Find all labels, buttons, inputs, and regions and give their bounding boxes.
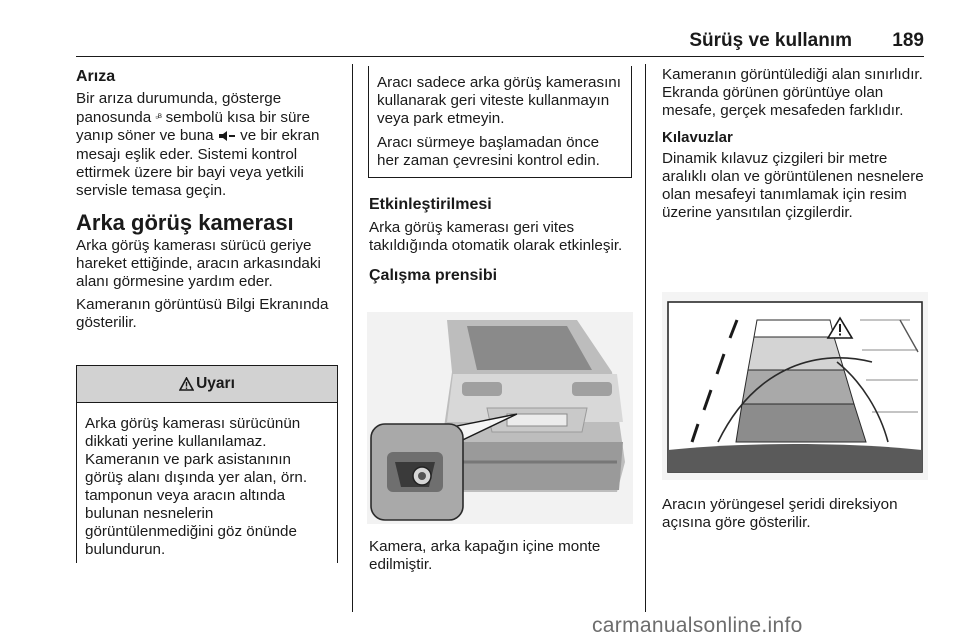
principle-heading: Çalışma prensibi bbox=[369, 267, 498, 284]
warning-header bbox=[77, 366, 337, 403]
chapter-title: Sürüş ve kullanım bbox=[689, 30, 852, 51]
camera-text-2: Kameranın görüntüsü Bilgi Ekranında gösterilir. bbox=[76, 296, 329, 331]
camera-caption-block bbox=[369, 538, 635, 579]
warning-text-2: Kameranın ve park asistanının görüş alanı dışında yer alan, örn. tamponun veya aracın altında bulunan nesnelerin görüntülenmediğini göz önünde bulundurun. bbox=[85, 451, 308, 558]
column-1 bbox=[76, 68, 342, 337]
trajectory-caption-block bbox=[662, 496, 928, 537]
fault-text-a: Bir arıza durumunda, gösterge panosunda bbox=[76, 90, 282, 126]
note-text-2: Aracı sürmeye başlamadan önce her zaman çevresini kontrol edin. bbox=[377, 134, 600, 169]
rear-camera-illustration bbox=[367, 312, 633, 524]
warning-text-1: Arka görüş kamerası sürücünün dikkati yerine kullanılamaz. bbox=[85, 415, 301, 450]
camera-text-1: Arka görüş kamerası sürücü geriye hareket ettiğinde, aracın arkasındaki alanı görmesine yardım eder. bbox=[76, 237, 321, 290]
warning-box bbox=[76, 365, 338, 563]
column-3 bbox=[662, 66, 928, 227]
fault-text-b: sembolü kısa bir süre yanıp söner ve buna bbox=[76, 109, 310, 144]
guides-heading: Kılavuzlar bbox=[662, 129, 733, 146]
warning-triangle-icon bbox=[179, 377, 194, 391]
note-box bbox=[368, 66, 632, 178]
watermark: carmanualsonline.info bbox=[592, 614, 803, 637]
trajectory-caption: Aracın yörüngesel şeridi direksiyon açısına göre gösterilir. bbox=[662, 496, 898, 531]
intro-text: Kameranın görüntülediği alan sınırlıdır. Ekranda görünen görüntüye olan mesafe, gerçek mesafeden farklıdır. bbox=[662, 66, 923, 119]
column-divider-left bbox=[352, 64, 353, 612]
warning-label: Uyarı bbox=[196, 375, 235, 392]
activation-heading: Etkinleştirilmesi bbox=[369, 196, 492, 213]
camera-caption: Kamera, arka kapağın içine monte edilmiştir. bbox=[369, 538, 601, 573]
activation-text: Arka görüş kamerası geri vites takıldığında otomatik olarak etkinleşir. bbox=[369, 219, 623, 254]
guidelines-illustration bbox=[662, 292, 928, 480]
camera-heading: Arka görüş kamerası bbox=[76, 210, 294, 235]
page-header bbox=[0, 30, 960, 56]
fault-heading: Arıza bbox=[76, 68, 116, 85]
header-rule bbox=[76, 56, 924, 57]
note-text-1: Aracı sadece arka görüş kamerasını kullanarak geri viteste kullanmayın veya park etmeyin. bbox=[377, 74, 621, 127]
camera-fault-icon: ▫︎ᴮ bbox=[155, 112, 162, 122]
fault-paragraph bbox=[76, 90, 342, 200]
fault-text-c: ve bir ekran mesajı eşlik eder. Sistemi kontrol ettirmek üzere bir bayi veya yetkili servisle temasa geçin. bbox=[76, 127, 320, 199]
column-2 bbox=[369, 186, 635, 290]
page-number: 189 bbox=[892, 30, 924, 51]
column-divider-right bbox=[645, 64, 646, 612]
chime-icon bbox=[218, 128, 236, 146]
guides-text: Dinamik kılavuz çizgileri bir metre aralıklı olan ve görüntülenen nesnelere olan mesafeyi tanımlamak için resim üzerine yansıtılan çizgilerdir. bbox=[662, 150, 924, 221]
warning-body bbox=[77, 403, 337, 559]
